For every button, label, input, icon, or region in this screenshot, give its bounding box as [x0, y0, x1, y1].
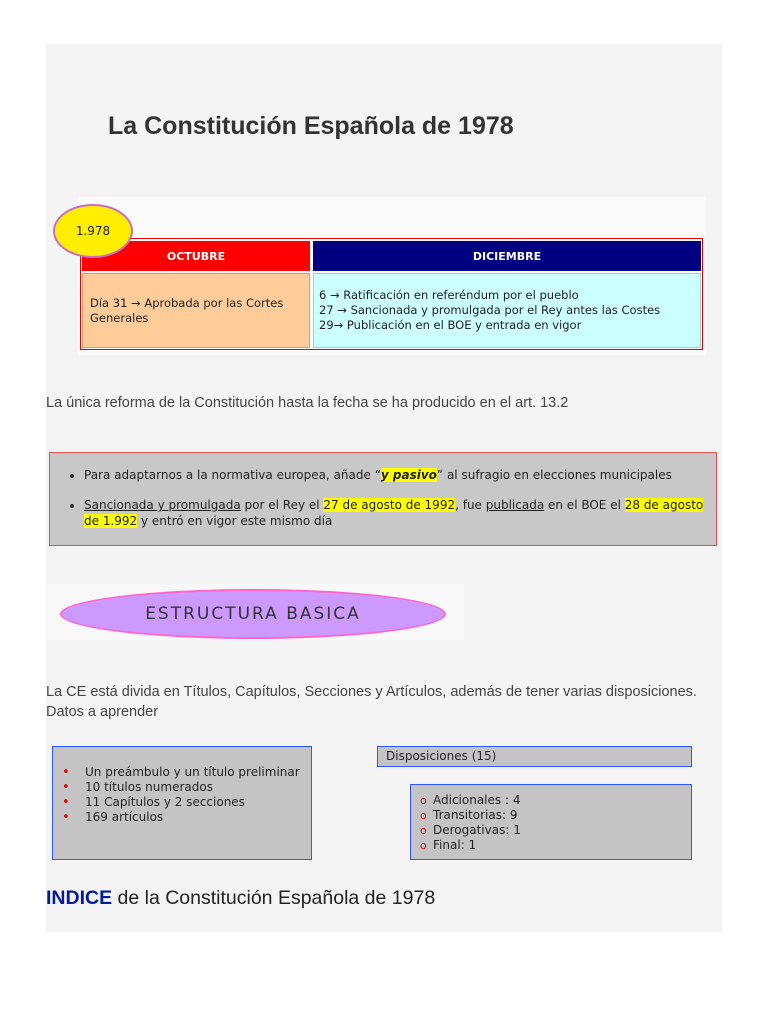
- december-line: 6 → Ratificación en referéndum por el pueblo: [319, 288, 579, 302]
- list-item: • 169 artículos: [53, 810, 311, 825]
- highlight-date: 27 de agosto de 1992: [323, 498, 456, 512]
- reform-box: [49, 452, 717, 546]
- reform-item: • Para adaptarnos a la normativa europea, añade “y pasivo” al sufragio en elecciones municipales: [84, 467, 716, 483]
- list-item: • 11 Capítulos y 2 secciones: [53, 795, 311, 810]
- december-line: 29→ Publicación en el BOE y entrada en vigor: [319, 318, 582, 332]
- disposiciones-title: Disposiciones (15): [377, 746, 692, 767]
- october-cell: [82, 273, 310, 348]
- october-line: Día 31 → Aprobada por las Cortes Generales: [90, 296, 284, 325]
- list-item: • Un preámbulo y un título preliminar: [53, 765, 311, 780]
- list-item: o Final: 1: [411, 838, 691, 853]
- reform-intro: La única reforma de la Constitución hasta la fecha se ha producido en el art. 13.2: [46, 395, 569, 411]
- page-title: La Constitución Española de 1978: [108, 112, 514, 140]
- december-line: 27 → Sancionada y promulgada por el Rey antes las Costes: [319, 303, 661, 317]
- section-banner: ESTRUCTURA BASICA: [60, 589, 446, 639]
- highlight: y pasivo: [380, 468, 437, 482]
- timeline-table: [80, 238, 703, 350]
- list-item: o Adicionales : 4: [411, 793, 691, 808]
- disposiciones-box: [410, 784, 692, 860]
- structure-intro: La CE está divida en Títulos, Capítulos, Secciones y Artículos, además de tener varias disposiciones. Datos a aprender: [46, 684, 697, 720]
- highlight-date: 28 de agosto de 1.992: [84, 498, 704, 528]
- october-header: OCTUBRE: [82, 241, 310, 271]
- december-cell: [313, 273, 701, 348]
- structure-box: [52, 746, 312, 860]
- list-item: o Derogativas: 1: [411, 823, 691, 838]
- list-item: o Transitorias: 9: [411, 808, 691, 823]
- index-label: INDICE: [46, 887, 113, 909]
- reform-item: • Sancionada y promulgada por el Rey el 27 de agosto de 1992, fue publicada en el BOE el 28 de agosto de 1.992 y entró en vigor este mismo día: [84, 497, 716, 529]
- index-heading: INDICE de la Constitución Española de 1978: [46, 887, 436, 909]
- year-badge: 1.978: [53, 204, 133, 258]
- list-item: • 10 títulos numerados: [53, 780, 311, 795]
- december-header: DICIEMBRE: [313, 241, 701, 271]
